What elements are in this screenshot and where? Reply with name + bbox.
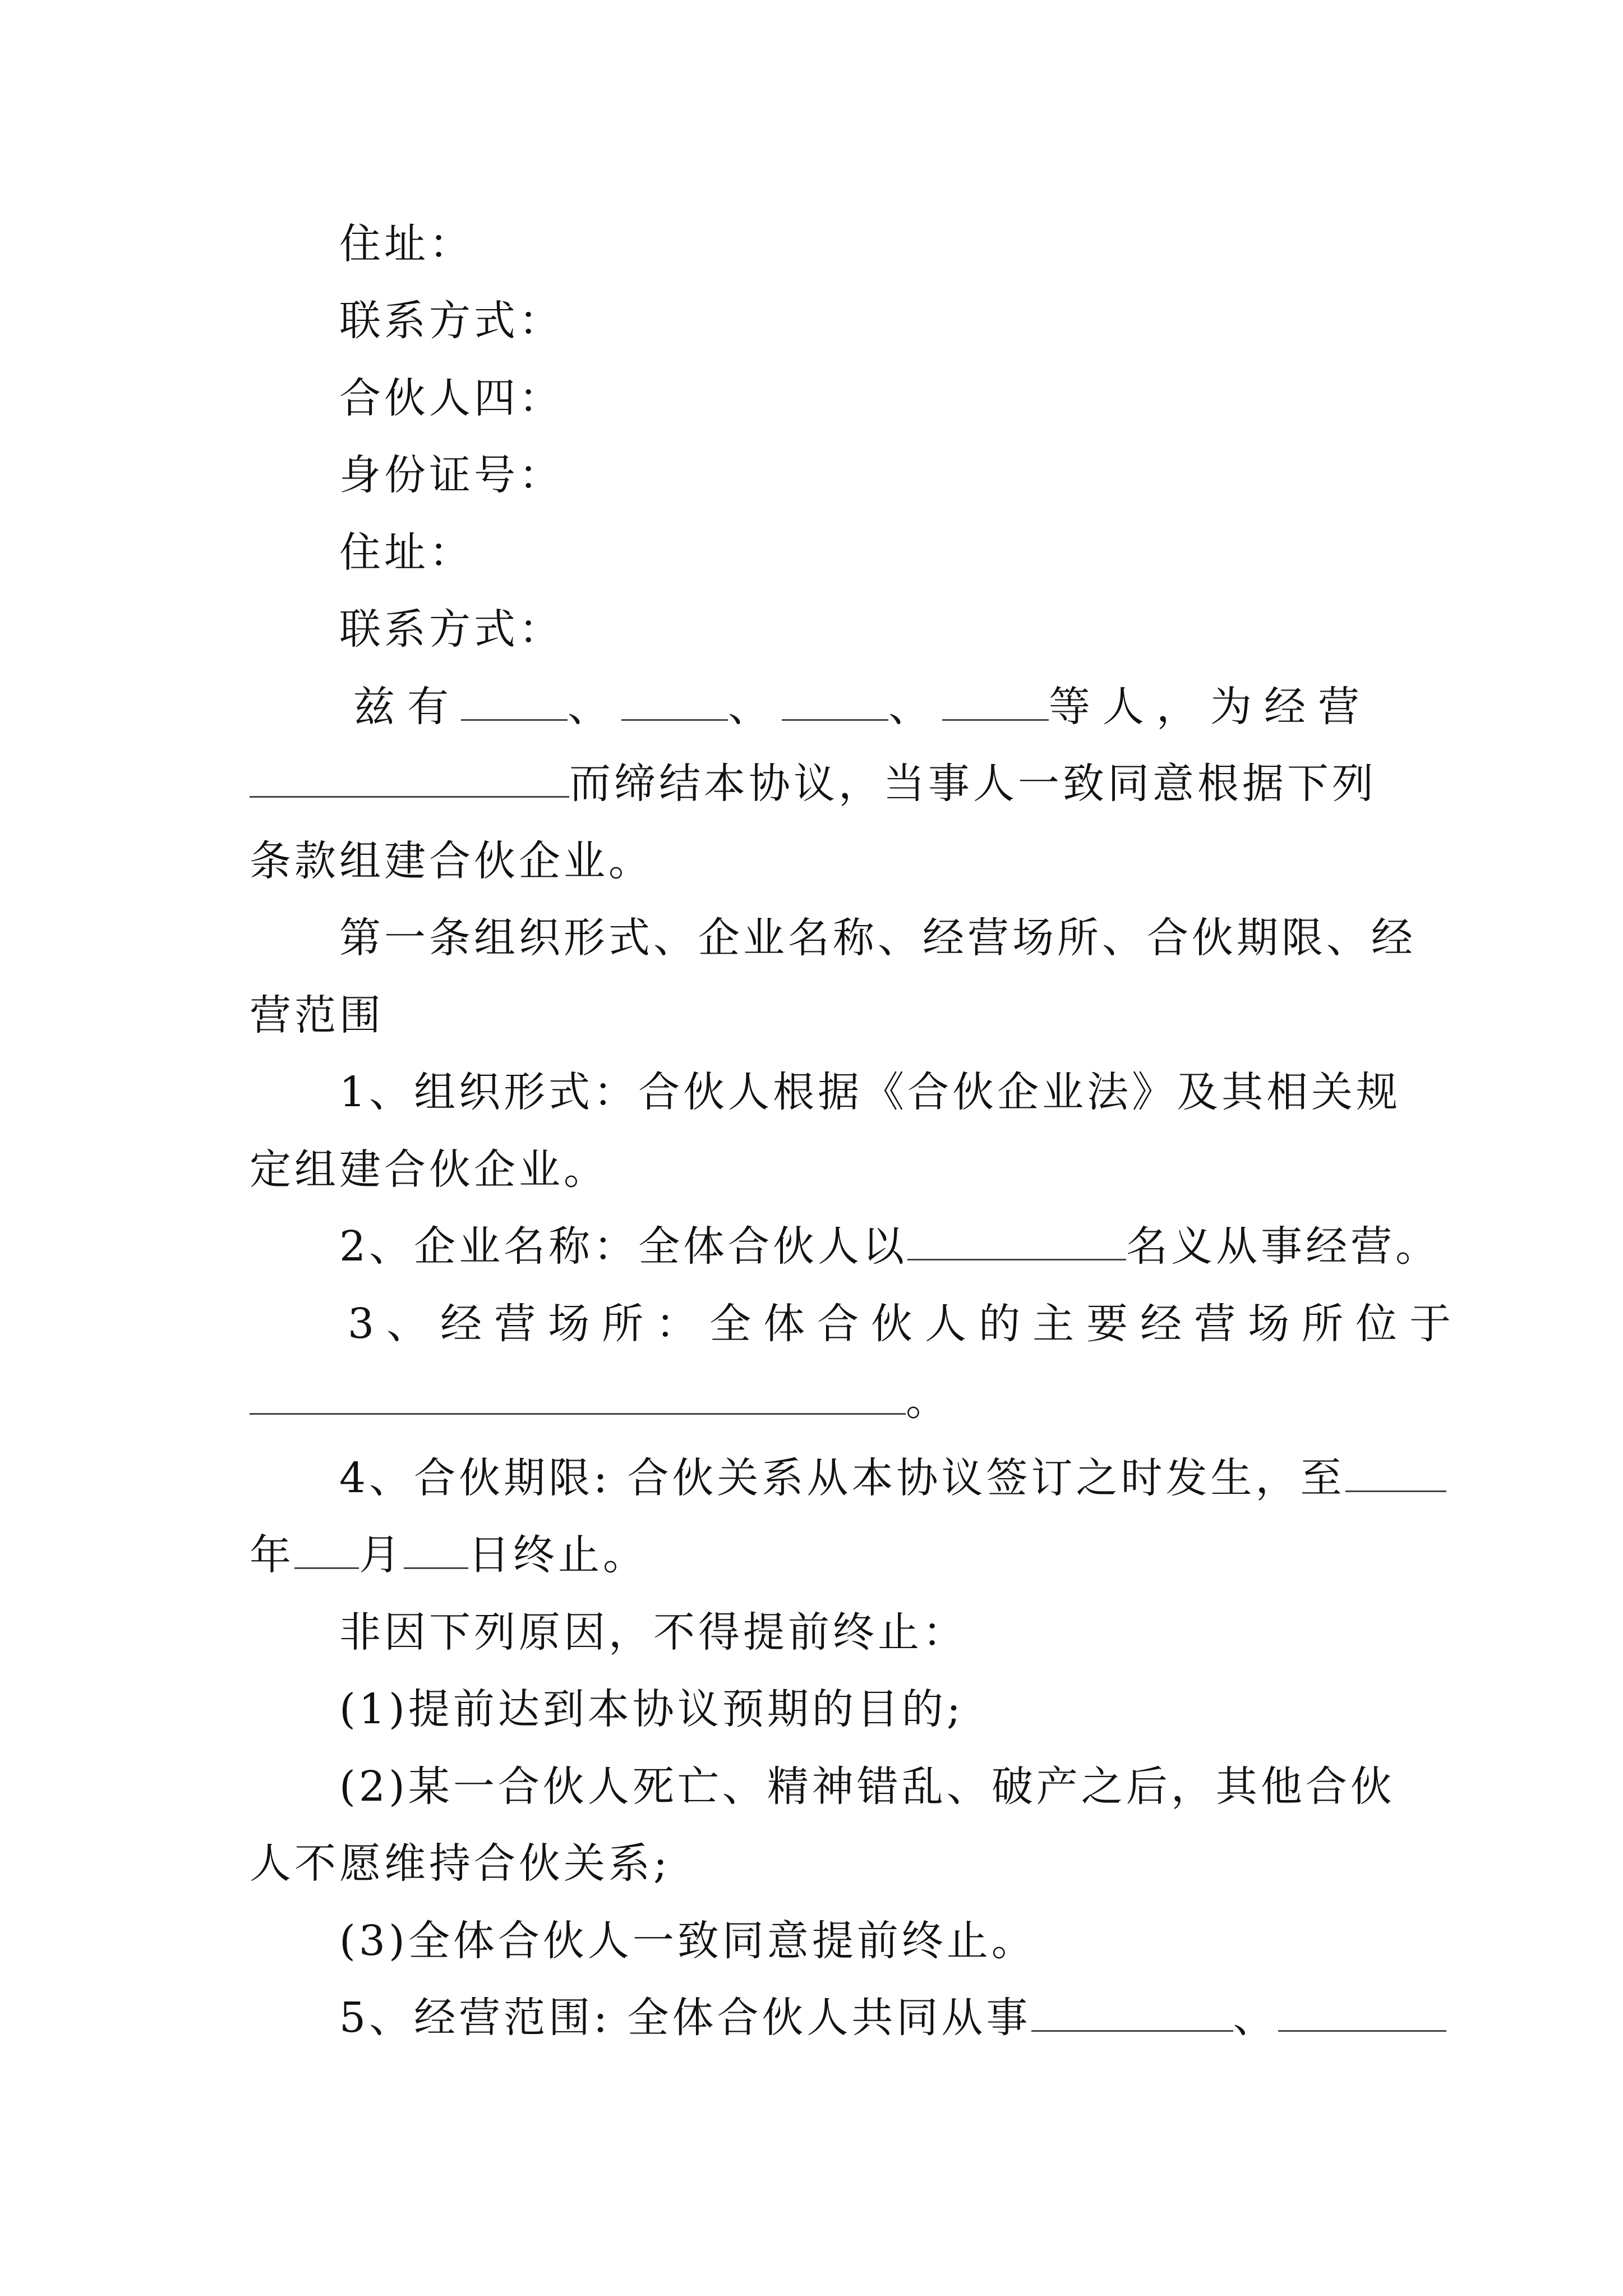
year-label: 年 <box>250 1531 294 1579</box>
day-blank <box>404 1533 468 1569</box>
month-label: 月 <box>359 1531 404 1579</box>
scope-blank-1 <box>1031 1995 1233 2032</box>
address-label-2: 住址： <box>339 528 474 577</box>
article-1-title-line-2: 营范围 <box>250 991 384 1039</box>
preamble-sep-2: 、 <box>728 683 782 731</box>
termination-clause-1: (1)提前达到本协议预期的目的; <box>339 1685 964 1733</box>
termination-clause-2-line-2: 人不愿维持合伙关系; <box>250 1839 671 1888</box>
termination-clause-3: (3)全体合伙人一致同意提前终止。 <box>339 1917 1036 1965</box>
id-number-label: 身份证号： <box>339 451 564 499</box>
item-3-end: 。 <box>906 1377 951 1425</box>
party-blank-2 <box>621 684 728 721</box>
item-2-text-after: 名义从事经营。 <box>1126 1222 1441 1271</box>
item-5-line <box>339 1984 1394 2051</box>
item-1-line-2: 定组建合伙企业。 <box>250 1145 608 1194</box>
scope-blank-2 <box>1278 1995 1446 2032</box>
business-blank <box>250 761 569 798</box>
preamble-sep-3: 、 <box>888 683 942 731</box>
item-3-line-1: 3、经营场所：全体合伙人的主要经营场所位于 <box>348 1300 1464 1348</box>
item-4-text: 4、合伙期限: 合伙关系从本协议签订之时发生，至 <box>339 1454 1345 1502</box>
preamble-sep-1: 、 <box>568 683 621 731</box>
day-label: 日终止。 <box>468 1531 648 1579</box>
termination-intro: 非因下列原因，不得提前终止： <box>339 1608 967 1657</box>
party-blank-3 <box>782 684 888 721</box>
preamble-line-3: 条款组建合伙企业。 <box>250 837 653 885</box>
item-2-text-before: 2、企业名称：全体合伙人以 <box>339 1222 908 1271</box>
preamble-text-3: 而缔结本协议，当事人一致同意根据下列 <box>569 760 1377 808</box>
item-4-line-2 <box>250 1521 1394 1589</box>
item-2-line <box>339 1213 1441 1280</box>
partner-four-label: 合伙人四： <box>339 374 564 422</box>
item-4-line-1 <box>339 1444 1394 1512</box>
party-blank-1 <box>461 684 568 721</box>
address-label-1: 住址： <box>339 220 474 268</box>
preamble-line-2 <box>250 750 1394 817</box>
location-blank <box>250 1378 906 1415</box>
company-name-blank <box>907 1224 1126 1260</box>
preamble-line-1 <box>353 673 1394 740</box>
item-1-line-1: 1、组织形式：合伙人根据《合伙企业法》及其相关规 <box>339 1068 1401 1116</box>
party-blank-4 <box>942 684 1049 721</box>
item-5-sep: 、 <box>1233 1994 1278 2042</box>
preamble-text-2: 等人，为经营 <box>1049 683 1372 731</box>
contact-label-1: 联系方式： <box>339 297 564 345</box>
month-blank <box>294 1533 359 1569</box>
article-1-title-line-1: 第一条组织形式、企业名称、经营场所、合伙期限、经 <box>339 914 1416 962</box>
contact-label-2: 联系方式： <box>339 605 564 654</box>
end-year-blank <box>1345 1456 1446 1492</box>
item-5-text: 5、经营范围: 全体合伙人共同从事 <box>339 1994 1031 2042</box>
termination-clause-2-line-1: (2)某一合伙人死亡、精神错乱、破产之后，其他合伙 <box>339 1763 1395 1811</box>
preamble-text-1: 兹有 <box>353 683 461 731</box>
item-3-line-2 <box>250 1367 1394 1434</box>
